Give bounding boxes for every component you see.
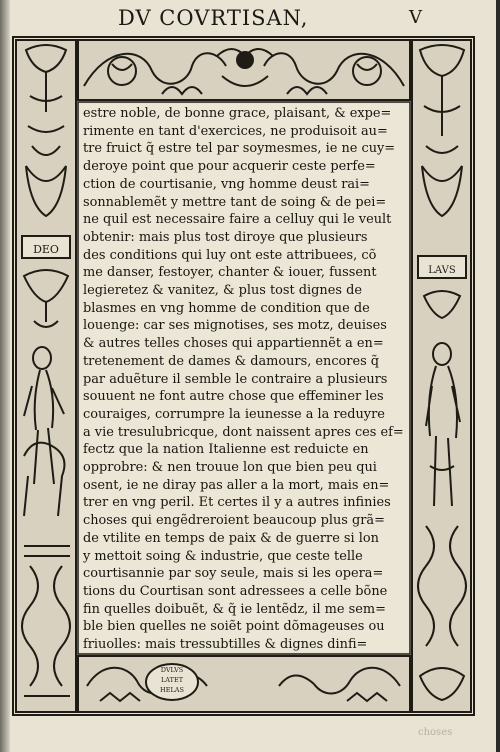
text-line: sonnablemẽt y mettre tant de soing & de pei= bbox=[83, 194, 387, 210]
text-line: me danser, festoyer, chanter & iouer, fussent bbox=[83, 265, 377, 281]
text-line: estre noble, de bonne grace, plaisant, & expe= bbox=[83, 106, 392, 121]
text-line: blasmes en vng homme de condition que de bbox=[83, 300, 370, 316]
text-line: choses qui engẽdreroient beaucoup plus grã= bbox=[83, 513, 385, 529]
text-line: trer en vng peril. Et certes il y a autres infinies bbox=[83, 495, 391, 511]
text-line: fectz que la nation Italienne est reduicte en bbox=[83, 442, 369, 458]
text-line: deroye point que pour acquerir ceste perfe= bbox=[83, 159, 376, 175]
left-cartouche-text: DEO bbox=[33, 243, 59, 256]
spine-shadow bbox=[0, 0, 10, 752]
bottom-dragon-panel bbox=[78, 656, 410, 712]
text-line: y mettoit soing & industrie, que ceste telle bbox=[83, 548, 363, 564]
text-line: obtenir: mais plus tost diroye que plusieurs bbox=[83, 229, 368, 245]
text-line: souuent ne font autre chose que effeminer les bbox=[83, 389, 384, 405]
shield-line-1: DVLVS bbox=[160, 666, 184, 674]
shield-line-3: HELAS bbox=[160, 686, 184, 694]
text-line: ne quil est necessaire faire a celluy qui le veult bbox=[83, 212, 392, 228]
text-line: osent, ie ne diray pas aller a la mort, mais en= bbox=[83, 477, 390, 493]
text-line: des conditions qui luy ont este attribuees, cõ bbox=[83, 247, 377, 263]
text-line: louenge: car ses mignotises, ses motz, deuises bbox=[83, 318, 387, 334]
text-line: a vie tresulubricque, dont naissent apres ces ef= bbox=[83, 424, 404, 440]
body-text bbox=[79, 104, 409, 652]
running-head: DV COVRTISAN, bbox=[118, 6, 309, 30]
text-line: tretenement de dames & damours, encores q̃ bbox=[83, 353, 380, 369]
text-line: ble bien quelles ne soiẽt point dõmageuses ou bbox=[83, 619, 385, 635]
text-line: ction de courtisanie, vng homme deust rai= bbox=[83, 176, 370, 192]
shield-line-2: LATET bbox=[160, 676, 184, 684]
text-line: par aduẽture il semble le contraire a plusieurs bbox=[83, 371, 388, 387]
text-line: opprobre: & nen trouue lon que bien peu qui bbox=[83, 460, 377, 475]
right-column-ornament bbox=[412, 40, 471, 712]
page-edge bbox=[496, 0, 500, 752]
text-line: legieretez & vanitez, & plus tost dignes de bbox=[83, 283, 362, 298]
text-line: rimente en tant d'exercices, ne produisoit au= bbox=[83, 123, 388, 139]
folio-number: V bbox=[409, 7, 422, 28]
catchword-showthrough: choses bbox=[418, 727, 453, 738]
text-line: tre fruict q̃ estre tel par soymesmes, ie ne cuy= bbox=[83, 141, 396, 157]
left-column-ornament bbox=[16, 40, 76, 712]
text-line: courtisannie par soy seule, mais si les opera= bbox=[83, 566, 384, 582]
top-foliage-panel bbox=[78, 40, 410, 100]
right-cartouche-text: LAVS bbox=[428, 265, 456, 276]
text-line: fin quelles doibuẽt, & q̃ ie lentẽdz, il me sem= bbox=[83, 601, 386, 617]
text-line: de vtilite en temps de paix & de guerre si lon bbox=[83, 530, 379, 546]
text-line: couraiges, corrumpre la ieunesse a la reduyre bbox=[83, 406, 385, 422]
text-line: friuolles: mais tressubtilles & dignes dinfi= bbox=[83, 637, 368, 652]
text-line: tions du Courtisan sont adressees a celle bõne bbox=[83, 583, 388, 599]
text-line: & autres telles choses qui appartiennẽt a en= bbox=[83, 336, 384, 352]
